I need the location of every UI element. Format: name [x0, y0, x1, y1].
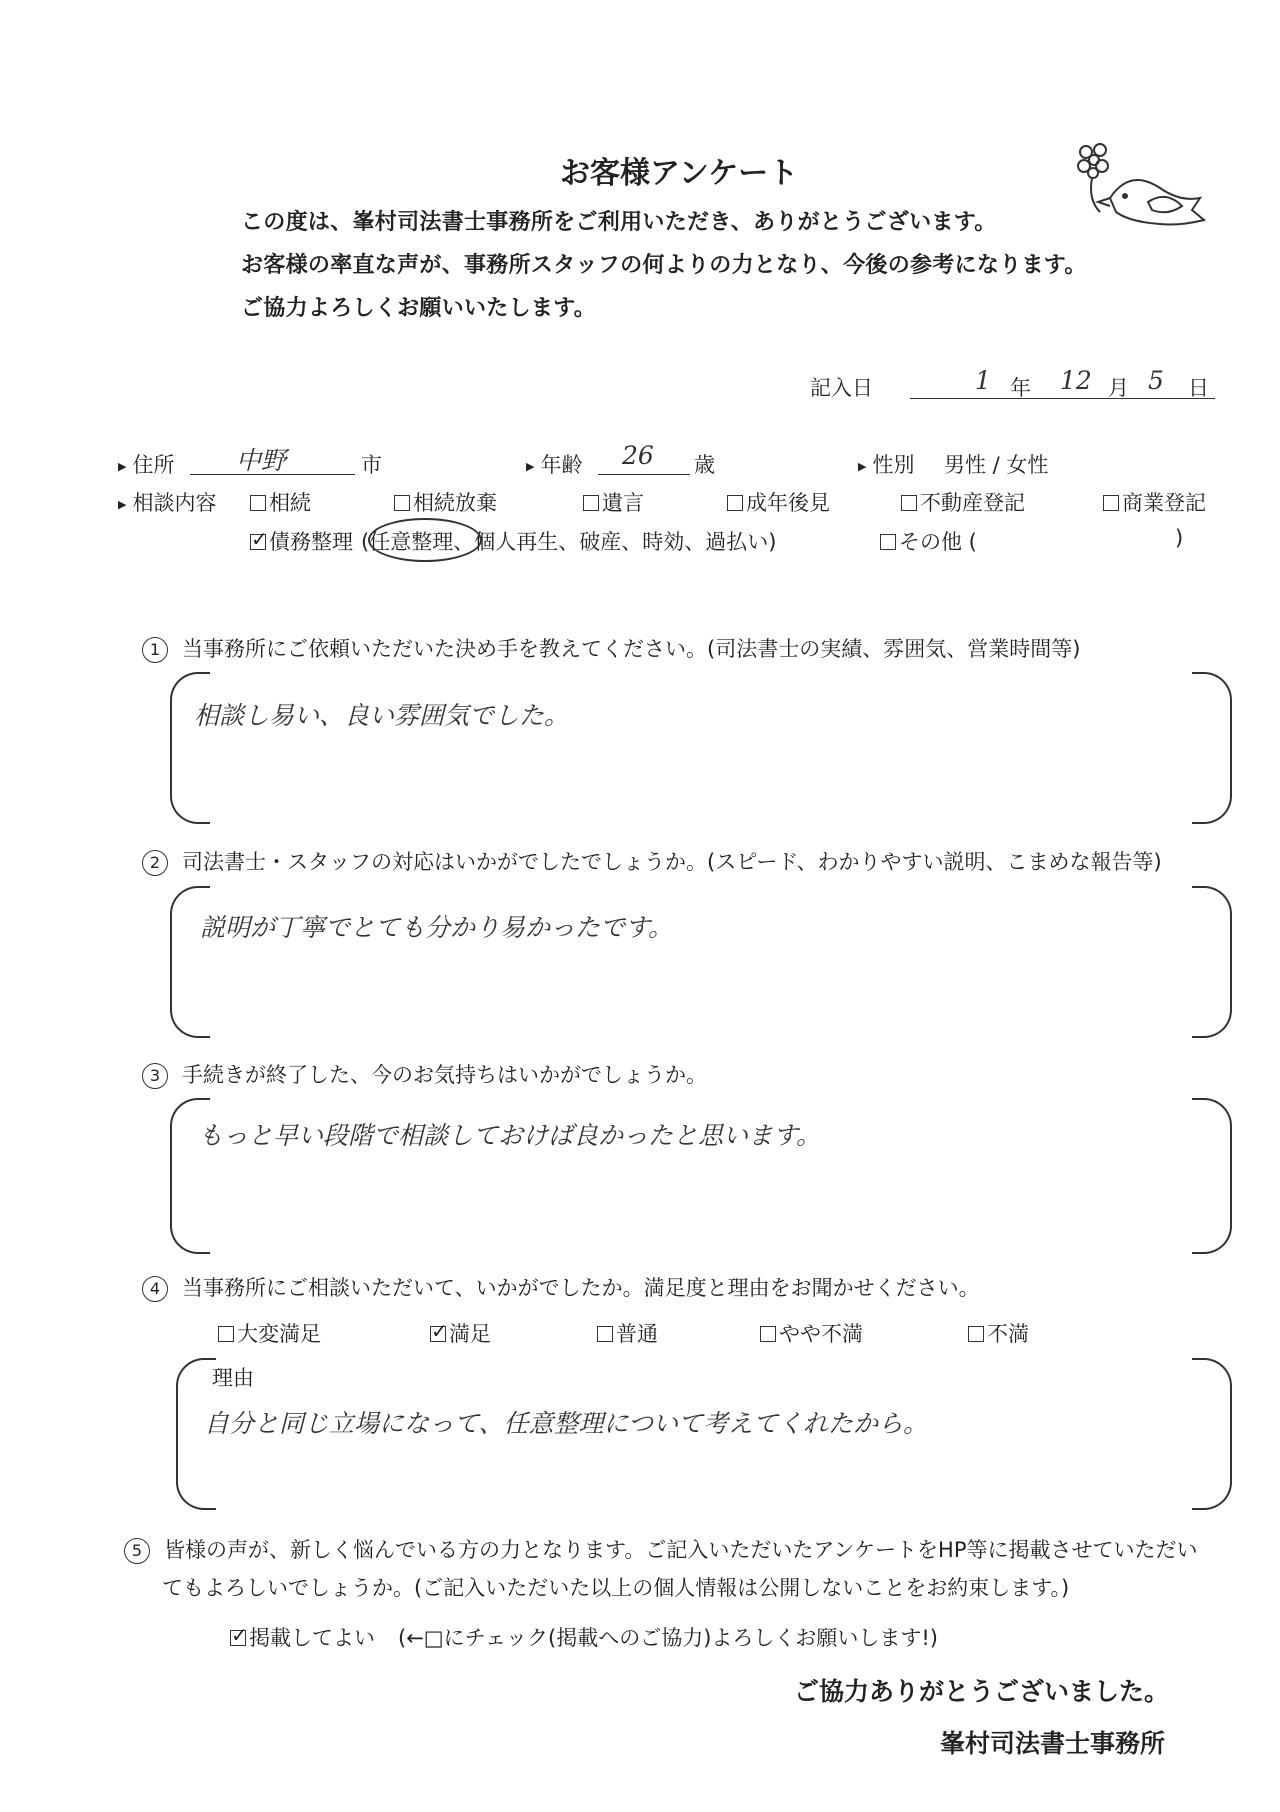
- address-value: 中野: [236, 446, 287, 475]
- bird-flower-icon: [1070, 140, 1220, 240]
- checkbox[interactable]: [597, 1326, 613, 1342]
- consult-label: ▶ 相談内容: [118, 491, 217, 515]
- answer-box-right: [1192, 672, 1232, 824]
- reason-label: 理由: [212, 1366, 254, 1390]
- checkbox[interactable]: [250, 495, 266, 511]
- consult-option-renunciation[interactable]: 相続放棄: [394, 487, 497, 517]
- date-year-value: 1: [975, 366, 991, 395]
- answer-1: 相談し易い、良い雰囲気でした。: [194, 701, 570, 730]
- gender-options: 男性 / 女性: [944, 453, 1049, 477]
- question-1: 1 当事務所にご依頼いただいた決め手を教えてください。(司法書士の実績、雰囲気、営業時間等): [142, 633, 1080, 663]
- consult-option-guardianship[interactable]: 成年後見: [727, 487, 830, 517]
- answer-box-right: [1192, 1098, 1232, 1254]
- checkbox[interactable]: [760, 1326, 776, 1342]
- question-5-cont: てもよろしいでしょうか。(ご記入いただいた以上の個人情報は公開しないことをお約束します。): [162, 1576, 1070, 1600]
- question-4: 4 当事務所にご相談いただいて、いかがでしたか。満足度と理由をお聞かせください。: [142, 1272, 980, 1302]
- intro-line-3: ご協力よろしくお願いいたします。: [241, 296, 597, 321]
- date-month-unit: 月: [1108, 376, 1129, 400]
- consult-option-commercial[interactable]: 商業登記: [1103, 487, 1206, 517]
- checkbox-checked[interactable]: [250, 534, 266, 550]
- date-month-value: 12: [1060, 366, 1092, 395]
- checkbox[interactable]: [394, 495, 410, 511]
- survey-title: お客様アンケート: [560, 156, 799, 191]
- consent-note: (←□にチェック(掲載へのご協力)よろしくお願いします!): [398, 1626, 938, 1650]
- thanks-message: ご協力ありがとうございました。: [794, 1677, 1170, 1706]
- checkbox-checked[interactable]: [430, 1326, 446, 1342]
- satisfaction-neutral[interactable]: 普通: [597, 1318, 658, 1348]
- answer-box-left: [170, 672, 210, 824]
- intro-line-2: お客様の率直な声が、事務所スタッフの何よりの力となり、今後の参考になります。: [241, 253, 1087, 278]
- checkbox[interactable]: [1103, 495, 1119, 511]
- question-5: 5 皆様の声が、新しく悩んでいる方の力となります。ご記入いただいたアンケートをHP等に掲載させていただい: [124, 1534, 1198, 1564]
- checkbox[interactable]: [880, 534, 896, 550]
- address-label: ▶ 住所: [118, 453, 175, 477]
- other-close-paren: ): [1175, 526, 1184, 550]
- satisfaction-very-satisfied[interactable]: 大変満足: [218, 1318, 321, 1348]
- date-year-unit: 年: [1010, 376, 1031, 400]
- consent-publish[interactable]: ✓掲載してよい: [230, 1622, 375, 1652]
- checkbox[interactable]: [901, 495, 917, 511]
- gender-label: ▶ 性別: [858, 453, 915, 477]
- checkbox[interactable]: [218, 1326, 234, 1342]
- consult-option-debt[interactable]: ✓債務整理: [250, 526, 353, 556]
- consult-option-other[interactable]: その他 (: [880, 526, 977, 556]
- circled-selection: [368, 518, 482, 562]
- age-value: 26: [622, 441, 654, 470]
- question-2: 2 司法書士・スタッフの対応はいかがでしたでしょうか。(スピード、わかりやすい説明、こまめな報告等): [142, 846, 1162, 876]
- debt-detail: (任意整理、個人再生、破産、時効、過払い): [361, 530, 777, 554]
- date-day-unit: 日: [1188, 376, 1209, 400]
- consult-option-real-estate[interactable]: 不動産登記: [901, 487, 1025, 517]
- date-day-value: 5: [1148, 366, 1164, 395]
- satisfaction-dissatisfied[interactable]: 不満: [968, 1318, 1029, 1348]
- checkbox[interactable]: [968, 1326, 984, 1342]
- address-unit: 市: [361, 453, 382, 477]
- office-name: 峯村司法書士事務所: [940, 1729, 1166, 1758]
- checkbox-checked[interactable]: [230, 1630, 246, 1646]
- date-label: 記入日: [810, 376, 873, 400]
- satisfaction-somewhat-dissatisfied[interactable]: やや不満: [760, 1318, 863, 1348]
- age-underline: [598, 473, 690, 475]
- consult-option-inheritance[interactable]: 相続: [250, 487, 311, 517]
- consult-option-will[interactable]: 遺言: [583, 487, 644, 517]
- answer-3: もっと早い段階で相談しておけば良かったと思います。: [198, 1121, 822, 1150]
- checkbox[interactable]: [583, 495, 599, 511]
- answer-box-right: [1192, 1358, 1232, 1510]
- age-unit: 歳: [694, 453, 715, 477]
- answer-box-right: [1192, 886, 1232, 1038]
- date-underline: [910, 397, 1215, 399]
- question-3: 3 手続きが終了した、今のお気持ちはいかがでしょうか。: [142, 1059, 707, 1089]
- satisfaction-satisfied[interactable]: ✓ 満足: [430, 1318, 491, 1348]
- age-label: ▶ 年齢: [526, 453, 583, 477]
- checkbox[interactable]: [727, 495, 743, 511]
- intro-line-1: この度は、峯村司法書士事務所をご利用いただき、ありがとうございます。: [241, 210, 997, 235]
- answer-4-reason: 自分と同じ立場になって、任意整理について考えてくれたから。: [204, 1409, 929, 1438]
- answer-2: 説明が丁寧でとても分かり易かったです。: [200, 913, 674, 942]
